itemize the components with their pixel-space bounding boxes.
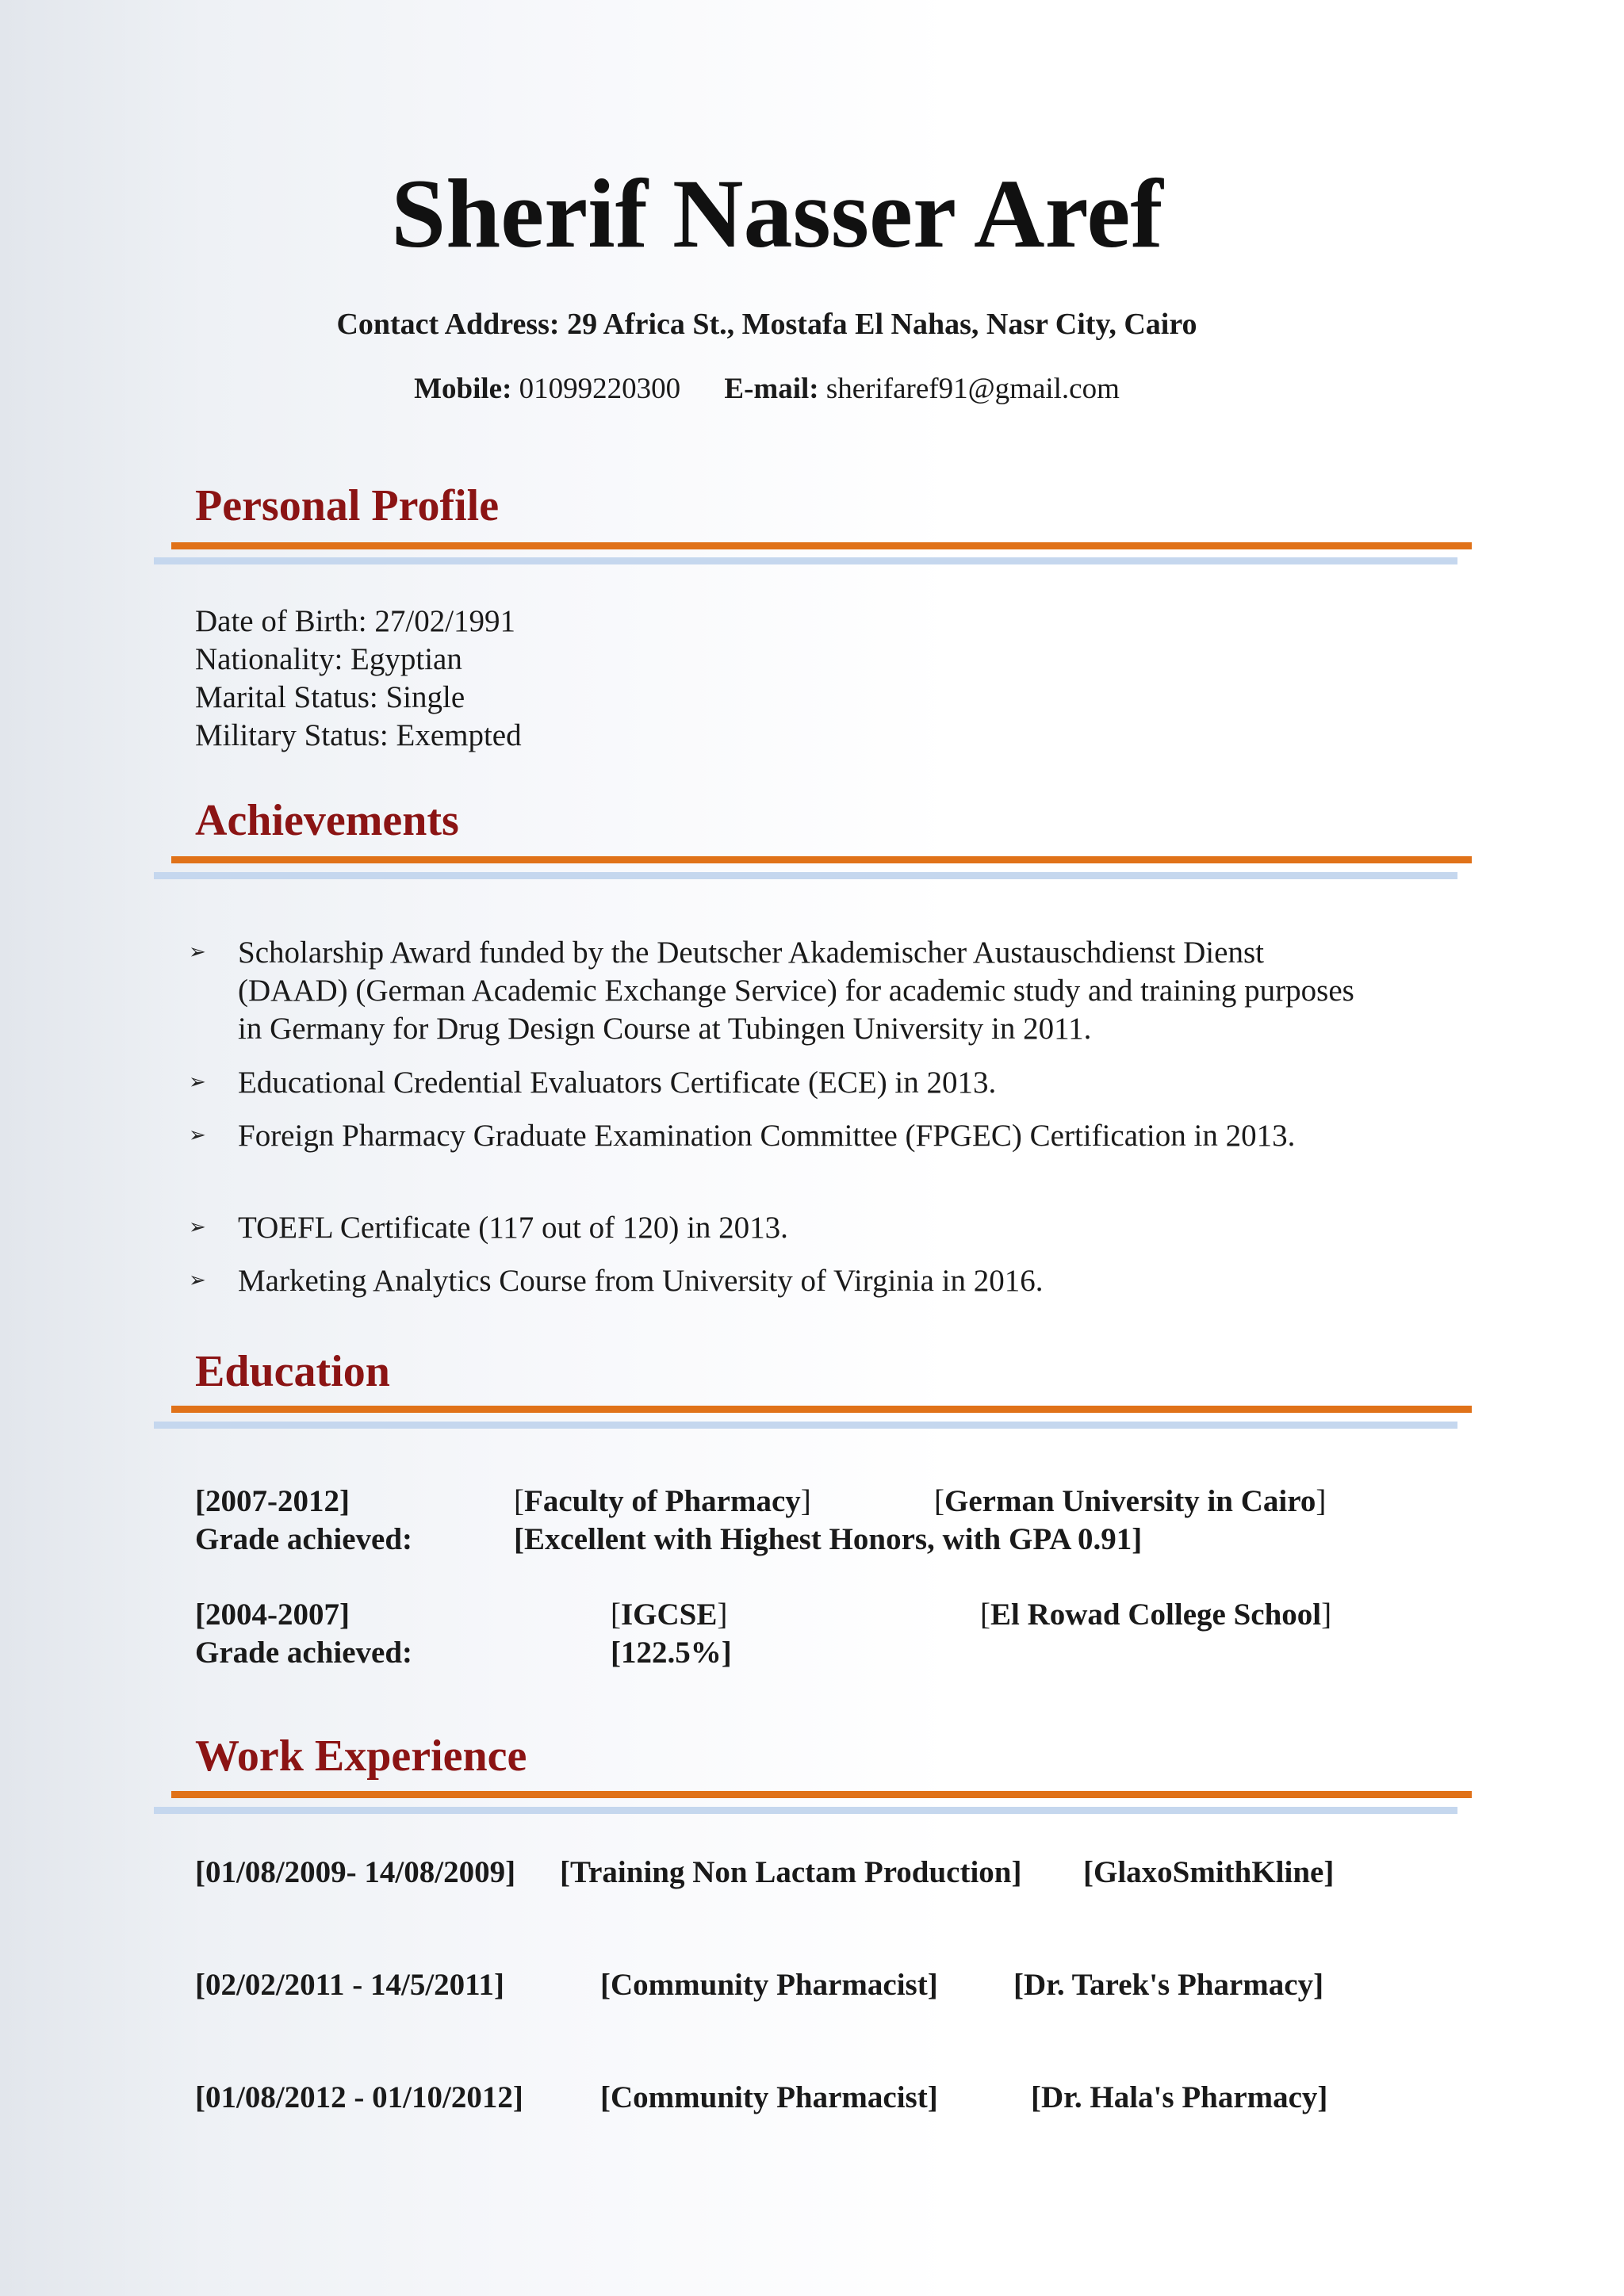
work-employer: [GlaxoSmithKline] <box>1083 1855 1335 1889</box>
profile-date-of-birth: Date of Birth: 27/02/1991 <box>195 604 516 638</box>
arrow-bullet-icon: ➢ <box>189 940 206 964</box>
section-divider <box>171 1406 1472 1413</box>
education-years: [2004-2007] <box>195 1598 350 1632</box>
section-title-education: Education <box>195 1347 390 1396</box>
contact-address <box>0 304 1534 344</box>
work-employer: [Dr. Tarek's Pharmacy] <box>1013 1968 1324 2002</box>
grade-value: [122.5%] <box>611 1636 732 1670</box>
profile-marital-status: Marital Status: Single <box>195 680 465 714</box>
achievement-text: Foreign Pharmacy Graduate Examination Committee (FPGEC) Certification in 2013. <box>238 1119 1296 1153</box>
mobile-value: 01099220300 <box>519 373 681 405</box>
arrow-bullet-icon: ➢ <box>189 1215 206 1239</box>
section-divider <box>171 542 1472 549</box>
mobile-label: Mobile: <box>414 373 512 405</box>
education-institution: [El Rowad College School] <box>980 1598 1332 1632</box>
section-title-achievements: Achievements <box>195 796 459 845</box>
section-divider <box>154 1422 1457 1429</box>
grade-label: Grade achieved: <box>195 1522 413 1556</box>
section-divider <box>154 1807 1457 1814</box>
achievement-text: Marketing Analytics Course from University of Virginia in 2016. <box>238 1264 1044 1298</box>
address-label: Contact Address: <box>336 308 560 341</box>
section-divider <box>154 557 1457 564</box>
achievement-text: Educational Credential Evaluators Certificate (ECE) in 2013. <box>238 1066 997 1100</box>
address-value: 29 Africa St., Mostafa El Nahas, Nasr City, Cairo <box>567 308 1197 341</box>
section-title-work-experience: Work Experience <box>195 1732 527 1781</box>
work-role: [Training Non Lactam Production] <box>560 1855 1022 1889</box>
email-label: E-mail: <box>724 373 819 405</box>
section-divider <box>154 872 1457 879</box>
arrow-bullet-icon: ➢ <box>189 1269 206 1292</box>
education-faculty: [IGCSE] <box>611 1598 728 1632</box>
email-value: sherifaref91@gmail.com <box>825 373 1120 405</box>
section-title-personal-profile: Personal Profile <box>195 481 500 530</box>
work-dates: [01/08/2009- 14/08/2009] <box>195 1855 516 1889</box>
work-dates: [01/08/2012 - 01/10/2012] <box>195 2080 523 2114</box>
grade-label: Grade achieved: <box>195 1636 413 1670</box>
education-faculty: [Faculty of Pharmacy] <box>514 1484 811 1518</box>
education-years: [2007-2012] <box>195 1484 350 1518</box>
work-role: [Community Pharmacist] <box>600 1968 938 2002</box>
arrow-bullet-icon: ➢ <box>189 1123 206 1147</box>
section-divider <box>171 1791 1472 1798</box>
work-role: [Community Pharmacist] <box>600 2080 938 2114</box>
arrow-bullet-icon: ➢ <box>189 1070 206 1094</box>
work-dates: [02/02/2011 - 14/5/2011] <box>195 1968 504 2002</box>
education-institution: [German University in Cairo] <box>934 1484 1327 1518</box>
profile-military-status: Military Status: Exempted <box>195 718 522 752</box>
profile-nationality: Nationality: Egyptian <box>195 642 462 676</box>
contact-phone-email <box>0 369 1534 409</box>
achievement-text: TOEFL Certificate (117 out of 120) in 2013. <box>238 1211 788 1245</box>
grade-value: [Excellent with Highest Honors, with GPA 0.91] <box>514 1522 1143 1556</box>
work-employer: [Dr. Hala's Pharmacy] <box>1031 2080 1328 2114</box>
cv-name: Sherif Nasser Aref <box>391 159 1163 268</box>
achievement-text: Scholarship Award funded by the Deutscher Akademischer Austauschdienst Dienst (DAAD) (German Academic Exchange Service) for academic study and training purposes in Germany for Drug Design Course at Tubingen University in 2011. <box>238 936 1354 1046</box>
section-divider <box>171 856 1472 863</box>
